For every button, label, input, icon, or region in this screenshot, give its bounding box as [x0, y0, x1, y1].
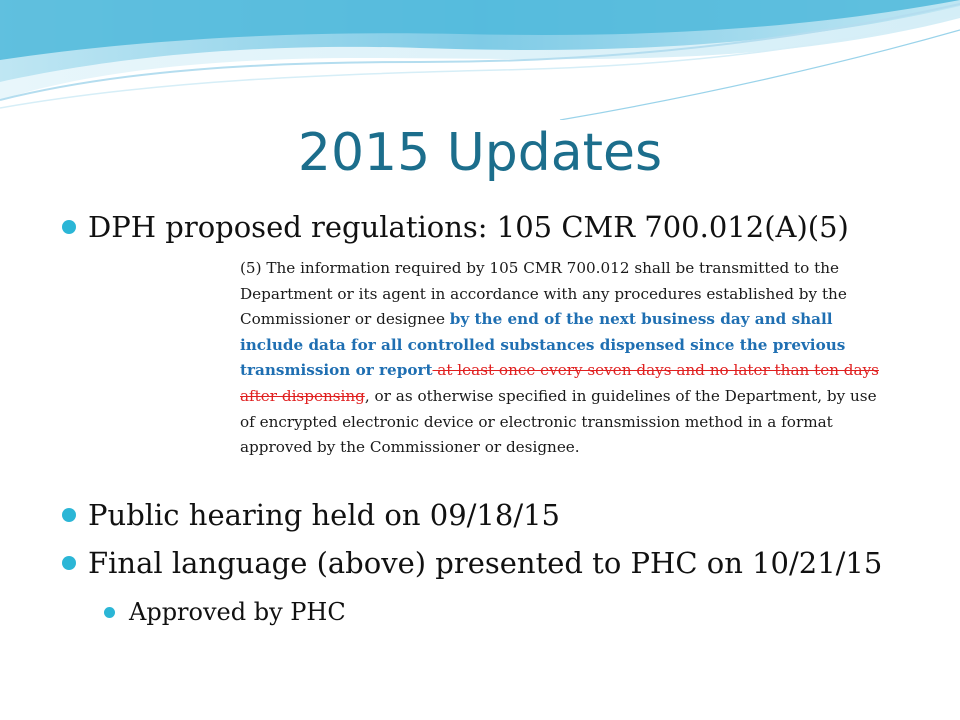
bullet-item-regulations	[62, 210, 849, 244]
quote-added-text: by the end of the next business day and shall include data for all controlled substances dispensed since the previous transmission or report	[240, 310, 846, 380]
bullet-dot-icon	[62, 508, 76, 522]
quote-removed-text: at least once every seven days and no later than ten days after dispensing	[240, 361, 879, 405]
decorative-wave-header	[0, 0, 960, 120]
sub-bullet-text: Approved by PHC	[129, 598, 346, 626]
sub-bullet-item-approved	[104, 598, 346, 626]
quote-text-end: , or as otherwise specified in guidelines of the Department, by use of encrypted electronic device or electronic transmission method in a format approved by the Commissioner or designee.	[240, 386, 877, 457]
bullet-dot-icon	[104, 607, 115, 618]
bullet-text: DPH proposed regulations: 105 CMR 700.012(A)(5)	[88, 210, 849, 244]
quote-text-start: (5) The information required by 105 CMR 700.012 shall be transmitted to the Department or its agent in accordance with any procedures established by the Commissioner or designee	[240, 259, 847, 329]
slide-title: 2015 Updates	[297, 123, 663, 183]
bullet-dot-icon	[62, 220, 76, 234]
bullet-text: Final language (above) presented to PHC on 10/21/15	[88, 546, 883, 580]
bullet-item-final-language	[62, 546, 882, 580]
bullet-item-public-hearing	[62, 498, 560, 532]
bullet-text: Public hearing held on 09/18/15	[88, 498, 560, 532]
bullet-dot-icon	[62, 556, 76, 570]
regulation-quote	[240, 256, 888, 461]
